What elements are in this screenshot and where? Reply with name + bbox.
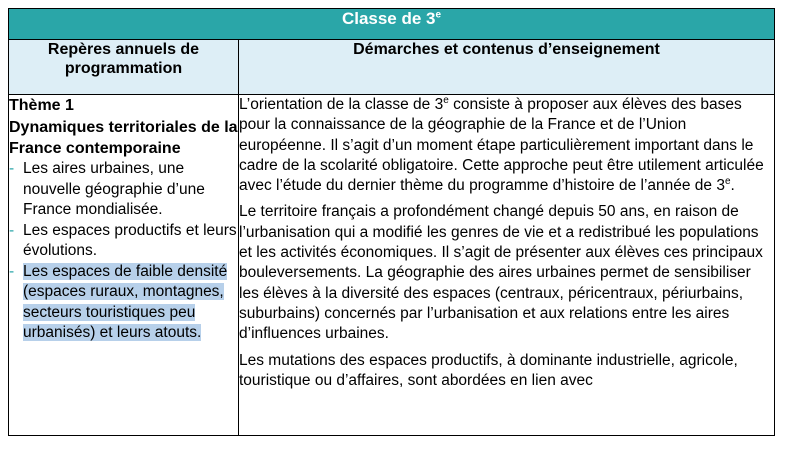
dash-bullet-icon: - [9, 262, 15, 280]
theme-number: Thème 1 [9, 97, 74, 114]
theme-title: Dynamiques territoriales de la France contemporaine [9, 119, 238, 157]
dash-bullet-icon: - [9, 221, 15, 239]
selected-text[interactable]: Les espaces de faible densité (espaces ruraux, montagnes, secteurs touristiques peu urbanisés) et leurs atouts. [23, 262, 228, 341]
content-row [9, 95, 775, 436]
table-title-superscript: e [435, 9, 442, 21]
list-item [9, 221, 238, 262]
paragraph-text: consiste à proposer aux élèves des bases pour la connaissance de la géographie de la France et de l’Union européenne. Il s’agit d’un moment étape particulièrement important dans le cadre de la scolarité obligatoire. Cette approche peut être utilement articulée avec l’étude du dernier thème du programme d’histoire de l’année de 3 [239, 96, 764, 195]
table-title [9, 9, 775, 40]
demarches-cell [239, 95, 775, 436]
list-item-text: Les espaces productifs et leurs évolutions. [23, 221, 237, 259]
table-title-text: Classe de 3 [341, 9, 436, 28]
list-item-text: Les aires urbaines, une nouvelle géographie d’une France mondialisée. [23, 160, 205, 218]
column-header-reperes: Repères annuels de programmation [9, 40, 239, 95]
theme-items-list [9, 159, 238, 344]
superscript: e [443, 94, 449, 106]
title-row [9, 9, 775, 40]
list-item [9, 159, 238, 221]
paragraph-mutations: Les mutations des espaces productifs, à dominante industrielle, agricole, touristique ou d’affaires, sont abordées en lien avec [239, 351, 738, 389]
reperes-cell [9, 95, 239, 436]
list-item-highlighted[interactable] [9, 262, 238, 344]
header-row [9, 40, 775, 95]
superscript: e [724, 176, 731, 188]
paragraph-territoire: Le territoire français a profondément changé depuis 50 ans, en raison de l’urbanisation qui a modifié les genres de vie et a redistribué les populations et les activités économiques. Il s’agit de présenter aux élèves ces principaux bouleversements. La géographie des aires urbaines permet de sensibiliser les élèves à la diversité des espaces (centraux, péricentraux, périurbains, suburbains) concernés par l’urbanisation et aux relations entre les aires d’influences urbaines. [239, 203, 763, 343]
programme-table [8, 8, 775, 436]
column-header-demarches: Démarches et contenus d’enseignement [239, 40, 775, 95]
paragraph-text: L’orientation de la classe de 3 [239, 96, 444, 113]
dash-bullet-icon: - [9, 160, 15, 177]
paragraph-orientation [239, 95, 774, 196]
paragraph-text: . [730, 177, 735, 195]
